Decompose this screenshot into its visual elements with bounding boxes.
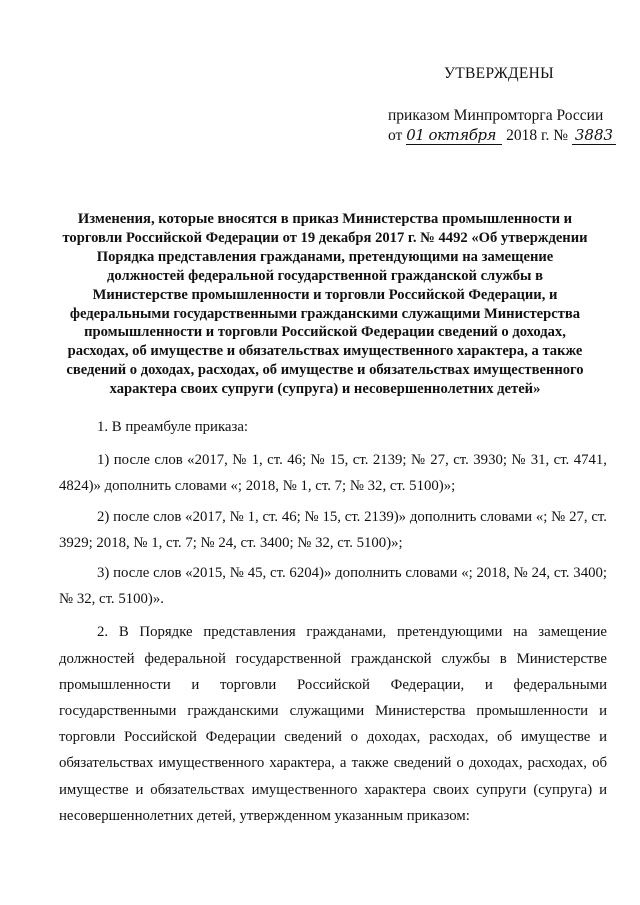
paragraph-1-1: 1) после слов «2017, № 1, ст. 46; № 15, ст. 2139; № 27, ст. 3930; № 31, ст. 4741, 4824)» дополнить словами «; 2018, № 1, ст. 7; № 32, ст. 5100)»;	[59, 452, 607, 495]
paragraph-1-2: 2) после слов «2017, № 1, ст. 46; № 15, ст. 2139)» дополнить словами «; № 27, ст. 3929; 2018, № 1, ст. 7; № 24, ст. 3400; № 32, ст. 5100)»;	[59, 508, 607, 551]
date-prefix: от	[388, 127, 403, 144]
order-date-line	[388, 126, 616, 146]
order-year-number-label: 2018 г. №	[506, 127, 569, 144]
paragraph-1-3: 3) после слов «2015, № 45, ст. 6204)» дополнить словами «; 2018, № 24, ст. 3400; № 32, ст. 5100)».	[59, 565, 607, 608]
paragraph-2: 2. В Порядке представления гражданами, претендующими на замещение должностей федеральной государственной гражданской службы в Министерстве промышленности и торговли Российской Федерации, и федеральными государственными гражданскими служащими Министерства промышленности и торговли Российской Федерации сведений о доходах, расходах, об имуществе и обязательствах имущественного характера, а также сведений о доходах, расходах, об имуществе и обязательствах имущественного характера своих супруги (супруга) и несовершеннолетних детей, утвержденном указанным приказом:	[59, 624, 607, 824]
approved-heading: УТВЕРЖДЕНЫ	[444, 65, 554, 82]
approving-order-line: приказом Минпромторга России	[388, 107, 604, 124]
handwritten-date: 01 октября	[406, 126, 502, 145]
paragraph-1: 1. В преамбуле приказа:	[97, 419, 249, 435]
document-title: Изменения, которые вносятся в приказ Министерства промышленности и торговли Российской Федерации от 19 декабря 2017 г. № 4492 «Об утверждении Порядка представления гражданами, претендующими на замещение должностей федеральной государственной гражданской службы в Министерстве промышленности и торговли Российской Федерации, и федеральными государственными гражданскими служащими Министерства промышленности и торговли Российской Федерации сведений о доходах, расходах, об имуществе и обязательствах имущественного характера, а также сведений о доходах, расходах, об имуществе и обязательствах имущественного характера своих супруги (супруга) и несовершеннолетних детей»	[62, 211, 588, 398]
handwritten-order-number: 3883	[572, 126, 616, 145]
document-body	[59, 414, 607, 833]
